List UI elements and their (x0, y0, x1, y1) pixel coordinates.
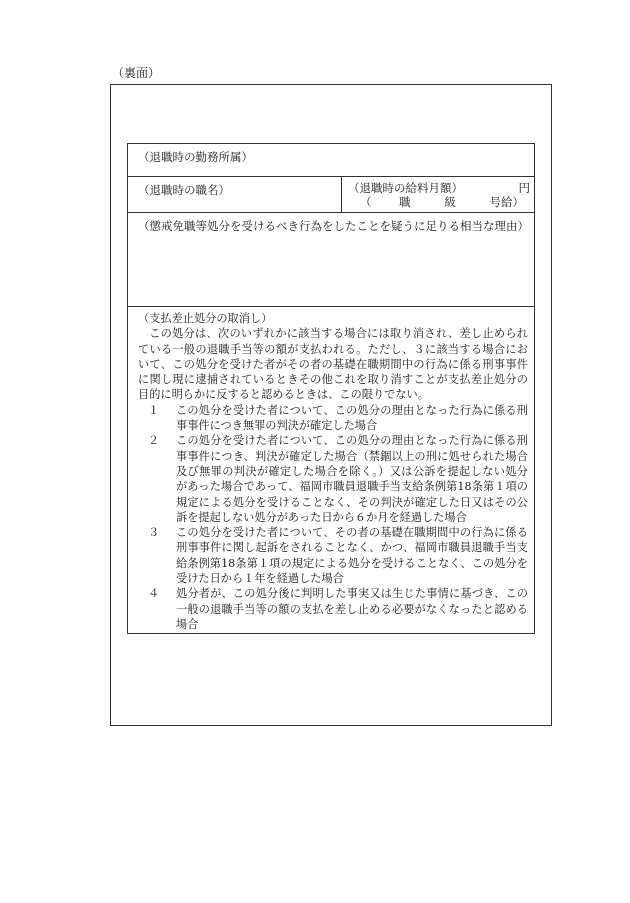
grade-shoku: 職 (399, 195, 411, 209)
grade-open: （ (360, 195, 372, 209)
office-row (128, 144, 534, 177)
cancel-content (138, 311, 528, 632)
salary-label: （退職時の給料月額） (348, 181, 463, 195)
item-number: ２ (148, 434, 160, 448)
reason-row (128, 213, 534, 307)
reason-label: （懲戒免職等処分を受けるべき行為をしたことを疑うに足りる相当な理由） (138, 219, 529, 233)
grade-gokyu: 号給） (489, 195, 524, 209)
page-side-label: （裏面） (112, 66, 161, 80)
cancel-row (128, 307, 534, 633)
office-label: （退職時の勤務所属） (138, 150, 253, 164)
cancel-item (138, 403, 528, 434)
item-number: ３ (148, 526, 160, 540)
item-text: この処分を受けた者について、この処分の理由となった行為に係る刑事事件につき、判決が確定した場合（禁錮以上の刑に処せられた場合及び無罪の判決が確定した場合を除く。）又は公訴を提起しない処分があった場合であって、福岡市職員退職手当支給条例第18条第１項の規定による処分を受けることなく、その判決が確定した日又はその公訴を提起しない処分があった日から６か月を経過した場合 (176, 434, 528, 524)
item-number: １ (148, 403, 160, 417)
cancel-item (138, 433, 528, 525)
yen-unit: 円 (518, 181, 530, 195)
row-divider (341, 177, 342, 212)
cancel-item (138, 586, 528, 632)
cancel-title: （支払差止処分の取消し） (138, 312, 273, 325)
cancel-item (138, 525, 528, 586)
item-number: ４ (148, 587, 160, 601)
position-label: （退職時の職名） (138, 183, 230, 197)
salary-cell (348, 181, 530, 209)
grade-line (348, 195, 530, 209)
item-text: 処分者が、この処分後に判明した事実又は生じた事情に基づき、この一般の退職手当等の額の支払を差し止める必要がなくなったと認める場合 (176, 587, 528, 631)
item-text: この処分を受けた者について、その者の基礎在職期間中の行為に係る刑事事件に関し起訴をされることなく、かつ、福岡市職員退職手当支給条例第18条第１項の規定による処分を受けることなく、この処分を受けた日から１年を経過した場合 (176, 526, 528, 586)
position-salary-row (128, 177, 534, 213)
item-text: この処分を受けた者について、この処分の理由となった行為に係る刑事事件につき無罪の判決が確定した場合 (176, 403, 528, 433)
grade-kyu: 級 (444, 195, 456, 209)
cancel-intro: この処分は、次のいずれかに該当する場合には取り消され、差し止められている一般の退職手当等の額が支払われる。ただし、３に該当する場合において、この処分を受けた者がその者の基礎在職期間中の行為に係る刑事事件に関し現に逮捕されているときその他これを取り消すことが支払差止処分の目的に明らかに反すると認めるときは、この限りでない。 (138, 327, 528, 402)
form-table (127, 143, 535, 634)
